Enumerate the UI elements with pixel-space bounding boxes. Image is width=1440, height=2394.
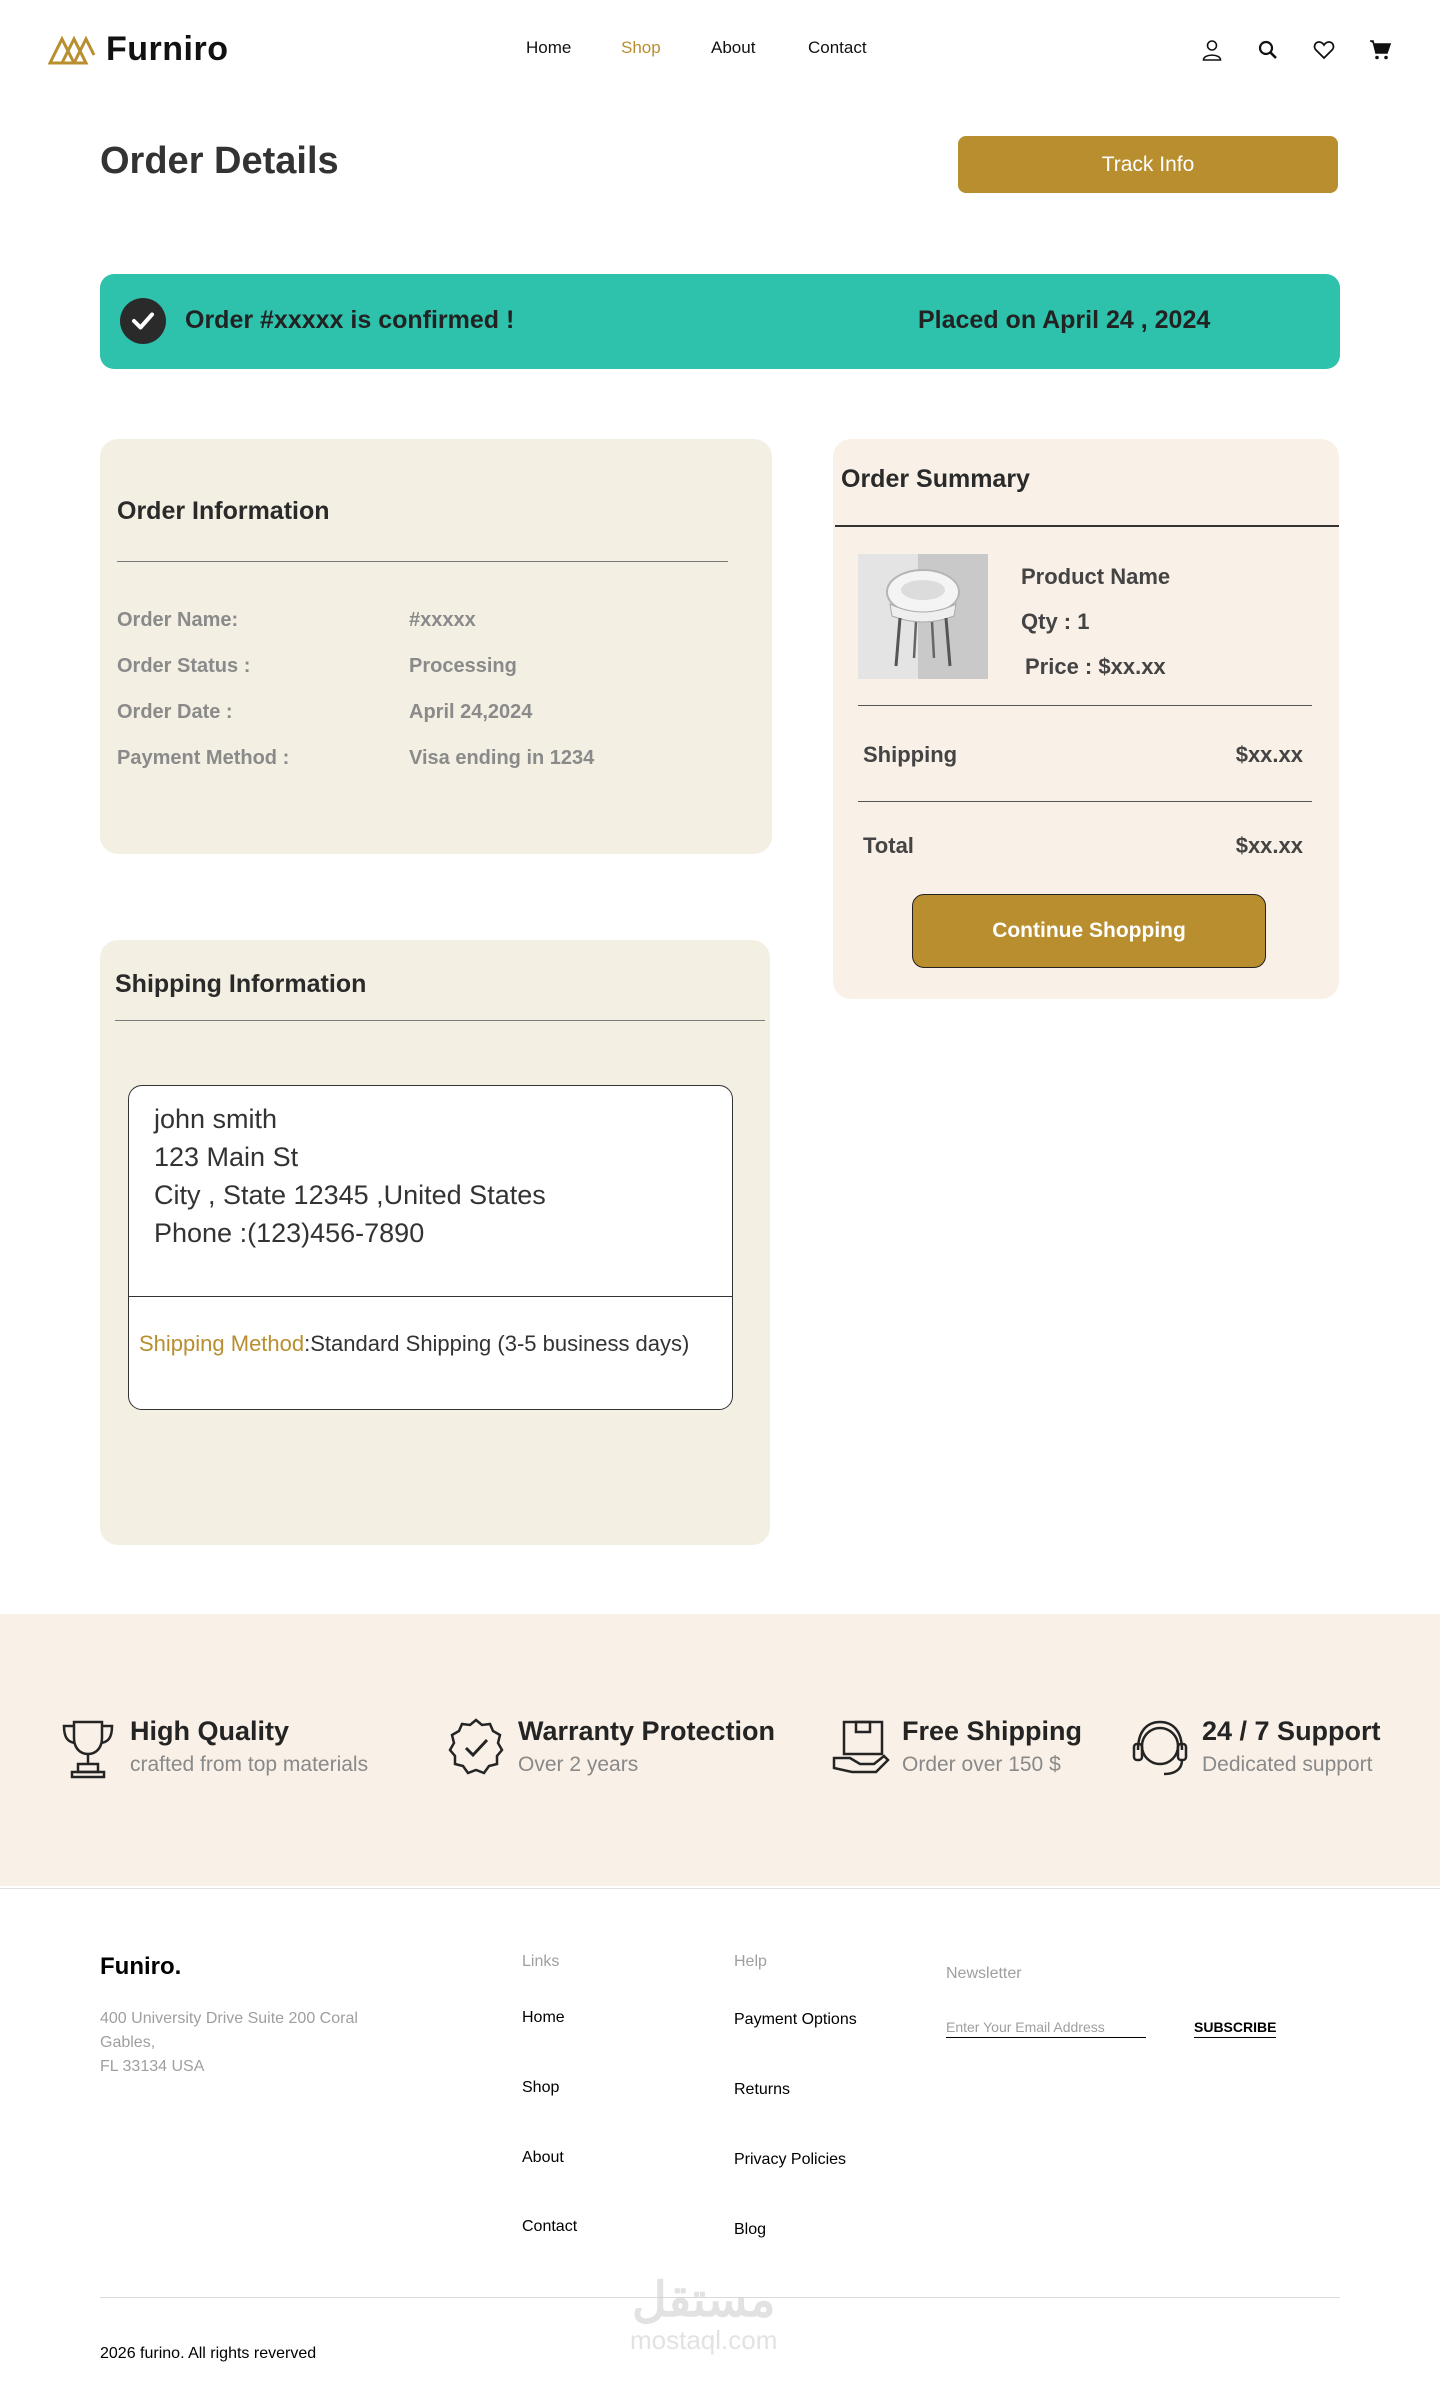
product-name: Product Name: [1021, 564, 1171, 589]
site-footer: [0, 1888, 1440, 2394]
search-icon[interactable]: [1256, 36, 1312, 64]
total-row: [863, 833, 1303, 859]
copyright: 2026 furino. All rights reverved: [100, 2345, 317, 2362]
feature-title: Free Shipping: [902, 1716, 1083, 1746]
footer-link-home[interactable]: Home: [522, 2009, 565, 2026]
watermark: [630, 2274, 778, 2356]
confirmation-message: Order #xxxxx is confirmed !: [185, 306, 515, 334]
order-information-card: [100, 439, 772, 854]
main-nav: [526, 38, 888, 58]
divider: [858, 705, 1312, 706]
info-label: Payment Method :: [117, 747, 290, 769]
feature-title: High Quality: [130, 1716, 290, 1746]
feature-title: 24 / 7 Support: [1202, 1716, 1381, 1746]
footer-link-shop[interactable]: Shop: [522, 2079, 560, 2096]
divider: [115, 1020, 765, 1021]
links-heading: Links: [522, 1953, 560, 1970]
cart-icon[interactable]: [1368, 36, 1424, 64]
divider: [117, 561, 728, 562]
info-value: Processing: [409, 655, 517, 677]
info-value: #xxxxx: [409, 609, 476, 631]
info-label: Order Name:: [117, 609, 239, 631]
footer-link-about[interactable]: About: [522, 2149, 564, 2166]
feature-subtitle: crafted from top materials: [130, 1753, 369, 1776]
info-value: April 24,2024: [409, 701, 533, 723]
warranty-badge-icon: [446, 1716, 506, 1780]
info-row-order-status: [117, 655, 594, 701]
info-row-order-date: [117, 701, 594, 747]
footer-link-contact[interactable]: Contact: [522, 2218, 578, 2235]
shipping-value: $xx.xx: [1235, 742, 1303, 767]
nav-home[interactable]: Home: [526, 38, 572, 57]
total-label: Total: [863, 833, 914, 858]
address-line: 400 University Drive Suite 200 Coral: [100, 2010, 358, 2027]
watermark-arabic: مستقل: [631, 2274, 776, 2327]
watermark-url: mostaql.com: [630, 2325, 778, 2355]
shipping-method-label: Shipping Method: [139, 1331, 305, 1356]
footer-link-blog[interactable]: Blog: [734, 2221, 767, 2238]
feature-free-shipping: [830, 1716, 1082, 1780]
continue-shopping-button[interactable]: Continue Shopping: [912, 894, 1266, 968]
info-label: Order Date :: [117, 701, 233, 723]
divider: [858, 801, 1312, 802]
check-circle-icon: [120, 298, 166, 344]
info-label: Order Status :: [117, 655, 251, 677]
newsletter-email-input[interactable]: [946, 2017, 1146, 2038]
total-value: $xx.xx: [1235, 833, 1303, 858]
product-price: Price : $xx.xx: [1025, 654, 1166, 679]
shipping-information-title: Shipping Information: [115, 970, 367, 998]
product-details: [1021, 554, 1170, 689]
nav-shop[interactable]: Shop: [621, 38, 661, 57]
footer-brand: Funiro.: [100, 1953, 182, 1980]
address-line: Gables,: [100, 2034, 156, 2051]
headset-support-icon: [1130, 1716, 1190, 1780]
feature-subtitle: Dedicated support: [1202, 1753, 1373, 1776]
feature-title: Warranty Protection: [518, 1716, 776, 1746]
trophy-icon: [58, 1716, 118, 1780]
track-info-button[interactable]: Track Info: [958, 136, 1338, 193]
order-summary-card: [833, 439, 1339, 999]
product-qty: Qty : 1: [1021, 609, 1090, 634]
brand-name: Furniro: [106, 30, 229, 68]
feature-warranty: [446, 1716, 775, 1780]
shipping-method-value: :Standard Shipping (3-5 business days): [304, 1331, 690, 1356]
info-value: Visa ending in 1234: [409, 747, 595, 769]
heart-icon[interactable]: [1312, 36, 1368, 64]
features-band: [0, 1614, 1440, 1886]
address-box: [128, 1085, 733, 1410]
footer-link-payment-options[interactable]: Payment Options: [734, 2011, 857, 2028]
info-row-order-name: [117, 609, 594, 655]
feature-subtitle: Over 2 years: [518, 1753, 639, 1776]
shipping-row: [863, 742, 1303, 768]
order-info-list: [117, 609, 594, 793]
newsletter-heading: Newsletter: [946, 1965, 1022, 1982]
address-line: FL 33134 USA: [100, 2058, 205, 2075]
order-summary-title: Order Summary: [841, 465, 1030, 493]
address-lines: [154, 1100, 546, 1252]
order-information-title: Order Information: [117, 497, 330, 525]
help-heading: Help: [734, 1953, 767, 1970]
divider: [129, 1296, 732, 1297]
divider: [835, 525, 1339, 527]
nav-contact[interactable]: Contact: [808, 38, 867, 57]
shipping-box-icon: [830, 1716, 890, 1780]
subscribe-button[interactable]: SUBSCRIBE: [1194, 2019, 1276, 2038]
header-icons: [1200, 36, 1424, 64]
footer-address: [100, 2007, 400, 2079]
page-title: Order Details: [100, 140, 339, 182]
feature-subtitle: Order over 150 $: [902, 1753, 1061, 1776]
site-header: [0, 0, 1440, 100]
logo[interactable]: [48, 30, 228, 69]
user-icon[interactable]: [1200, 36, 1256, 64]
feature-high-quality: [58, 1716, 368, 1780]
logo-mark-icon: [48, 35, 96, 65]
nav-about[interactable]: About: [711, 38, 756, 57]
info-row-payment-method: [117, 747, 594, 793]
confirmation-banner: [100, 274, 1340, 369]
placed-date: Placed on April 24 , 2024: [918, 306, 1211, 334]
feature-support: [1130, 1716, 1381, 1780]
address-street: 123 Main St: [154, 1142, 299, 1172]
address-name: john smith: [154, 1104, 278, 1134]
footer-link-returns[interactable]: Returns: [734, 2081, 791, 2098]
product-image: [858, 554, 988, 679]
footer-link-privacy-policies[interactable]: Privacy Policies: [734, 2151, 847, 2168]
shipping-information-card: [100, 940, 770, 1545]
shipping-label: Shipping: [863, 742, 958, 767]
address-city: City , State 12345 ,United States: [154, 1180, 546, 1210]
address-phone: Phone :(123)456-7890: [154, 1218, 425, 1248]
shipping-method: [139, 1331, 689, 1357]
